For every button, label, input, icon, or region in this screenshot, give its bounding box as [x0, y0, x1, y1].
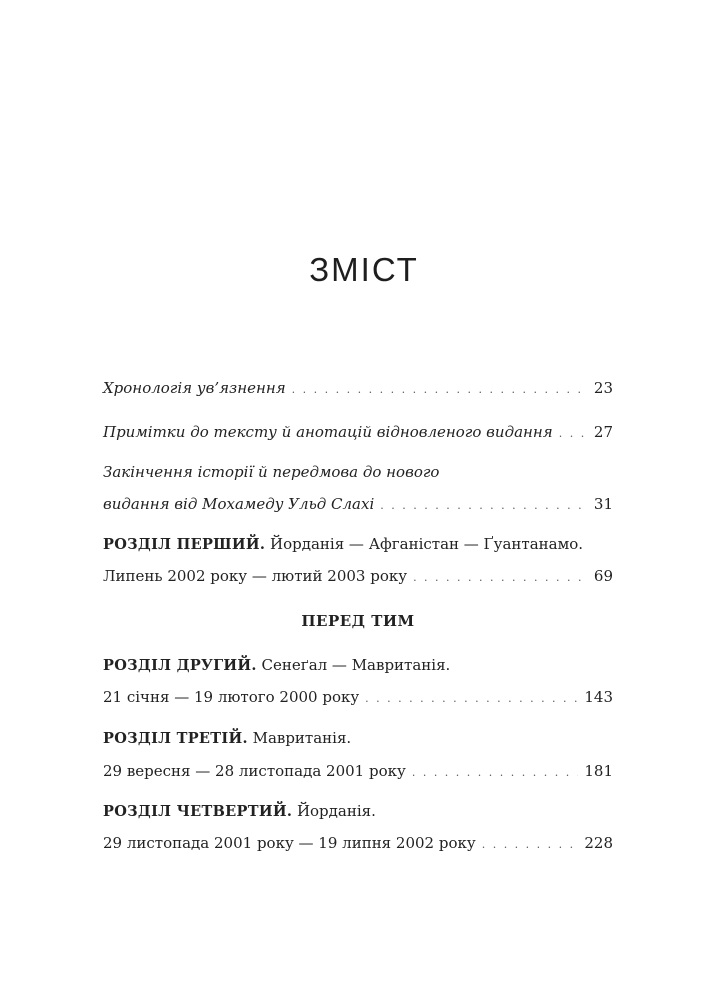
toc-entry-chapter-4[interactable]: [103, 833, 613, 855]
toc-entry-text: Хронологія ув’язнення: [103, 379, 286, 397]
toc-entry-foreword[interactable]: [103, 494, 613, 516]
chapter-heading: РОЗДІЛ ТРЕТІЙ.: [103, 730, 248, 747]
toc-page-number: 228: [584, 834, 613, 852]
toc-entry-text: Липень 2002 року — лютий 2003 року: [103, 567, 408, 585]
toc-chapter-1-line1: [103, 534, 583, 555]
dot-leader: [412, 763, 579, 783]
toc-entry-chapter-2[interactable]: [103, 687, 613, 709]
toc-page-number: 143: [584, 688, 613, 706]
chapter-subtitle: Йорданія.: [292, 802, 376, 820]
toc-chapter-3-line1: [103, 728, 351, 749]
toc-entry-foreword-line1: Закінчення історії й передмова до нового: [103, 463, 440, 481]
dot-leader: [365, 689, 578, 709]
toc-chapter-2-line1: [103, 655, 450, 676]
toc-entry-chapter-3[interactable]: [103, 761, 613, 783]
chapter-subtitle: Йорданія — Афганістан — Ґуантанамо.: [265, 535, 584, 553]
dot-leader: [482, 835, 579, 855]
toc-page-number: 27: [593, 423, 613, 441]
toc-chapter-4-line1: [103, 801, 376, 822]
dot-leader: [380, 496, 588, 516]
chapter-heading: РОЗДІЛ ДРУГИЙ.: [103, 657, 257, 674]
dot-leader: [292, 380, 588, 400]
chapter-heading: РОЗДІЛ ЧЕТВЕРТИЙ.: [103, 803, 293, 820]
chapter-subtitle: Мавританія.: [247, 729, 352, 747]
toc-entry-notes[interactable]: [103, 422, 613, 444]
chapter-heading: РОЗДІЛ ПЕРШИЙ.: [103, 536, 266, 553]
toc-entry-text: Примітки до тексту й анотацій відновленого видання: [103, 423, 553, 441]
toc-entry-text: видання від Мохамеду Ульд Слахі: [103, 495, 375, 513]
chapter-subtitle: Сенеґал — Мавританія.: [256, 656, 451, 674]
dot-leader: [413, 568, 588, 588]
toc-entry-text: 29 вересня — 28 листопада 2001 року: [103, 762, 406, 780]
toc-page-number: 23: [593, 379, 613, 397]
toc-entry-chapter-1[interactable]: [103, 566, 613, 588]
toc-page-number: 69: [593, 567, 613, 585]
toc-entry-text: 29 листопада 2001 року — 19 липня 2002 року: [103, 834, 476, 852]
dot-leader: [559, 424, 588, 444]
toc-entry-chronology[interactable]: [103, 378, 613, 400]
page-title: ЗМІСТ: [309, 251, 419, 288]
toc-page-number: 31: [593, 495, 613, 513]
toc-page-number: 181: [584, 762, 613, 780]
toc-entry-text: 21 січня — 19 лютого 2000 року: [103, 688, 360, 706]
section-heading: ПЕРЕД ТИМ: [301, 612, 415, 630]
